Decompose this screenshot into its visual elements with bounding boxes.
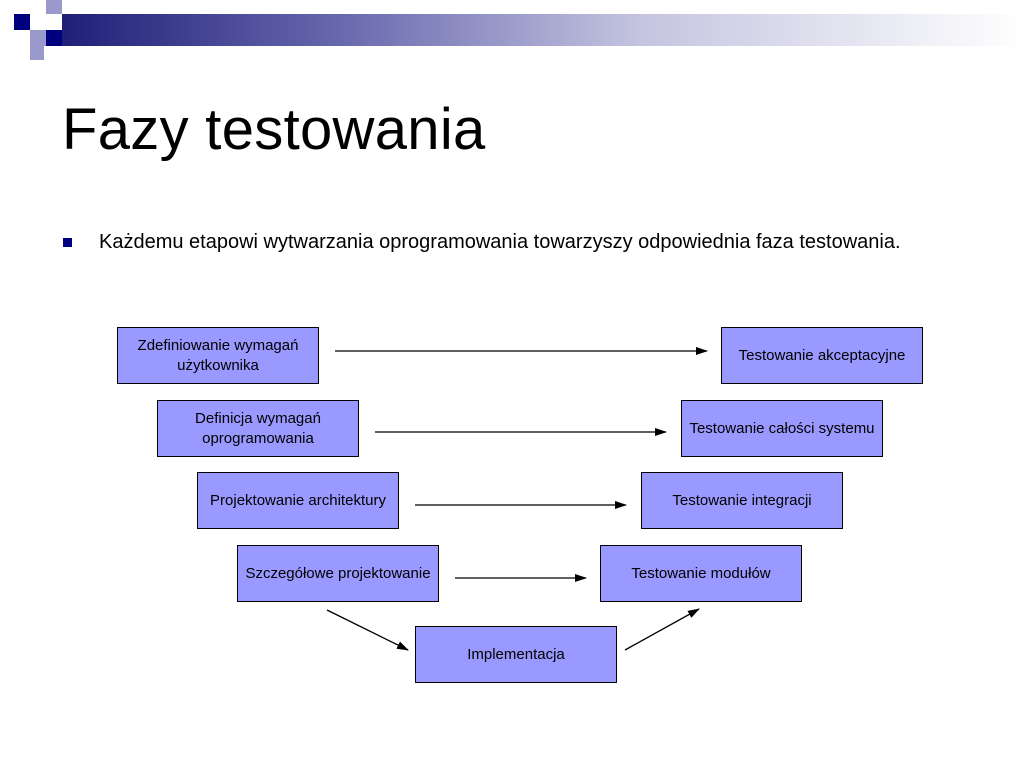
phase-box-software-requirements: Definicja wymagań oprogramowania xyxy=(157,400,359,457)
bullet-text: Każdemu etapowi wytwarzania oprogramowania towarzyszy odpowiednia faza testowania. xyxy=(99,231,901,253)
arrow-implementation-to-unit xyxy=(625,609,699,650)
slide-title: Fazy testowania xyxy=(62,97,486,162)
phase-box-architecture: Projektowanie architektury xyxy=(197,472,399,529)
phase-box-system-testing: Testowanie całości systemu xyxy=(681,400,883,457)
arrow-design-to-implementation xyxy=(327,610,408,650)
phase-box-acceptance-testing: Testowanie akceptacyjne xyxy=(721,327,923,384)
phase-box-integration-testing: Testowanie integracji xyxy=(641,472,843,529)
phase-box-implementation: Implementacja xyxy=(415,626,617,683)
phase-box-user-requirements: Zdefiniowanie wymagań użytkownika xyxy=(117,327,319,384)
phase-box-detailed-design: Szczegółowe projektowanie xyxy=(237,545,439,602)
phase-box-unit-testing: Testowanie modułów xyxy=(600,545,802,602)
